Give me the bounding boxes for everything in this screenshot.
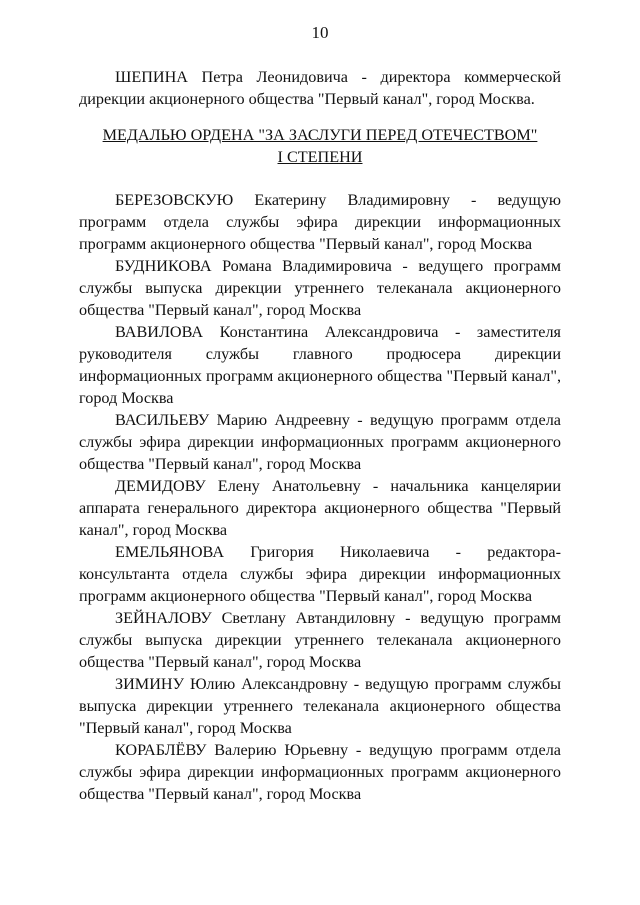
awardee-paragraph: ЕМЕЛЬЯНОВА Григория Николаевича - редактора-консультанта отдела службы эфира дирекции информационных программ акционерного общества "Первый канал", город Москва <box>79 543 561 605</box>
page-number: 10 <box>311 23 329 42</box>
awardee-paragraph: КОРАБЛЁВУ Валерию Юрьевну - ведущую программ отдела службы эфира дирекции информационных программ акционерного общества "Первый канал", город Москва <box>79 741 561 803</box>
awardee-paragraph: ВАСИЛЬЕВУ Марию Андреевну - ведущую программ отдела службы эфира дирекции информационных программ акционерного общества "Первый канал", город Москва <box>79 411 561 473</box>
awardee-paragraph: ВАВИЛОВА Константина Александровича - заместителя руководителя службы главного продюсера дирекции информационных программ акционерного общества "Первый канал", город Москва <box>79 323 561 407</box>
awardee-paragraph: БЕРЕЗОВСКУЮ Екатерину Владимировну - ведущую программ отдела службы эфира дирекции информационных программ акционерного общества "Первый канал", город Москва <box>79 191 561 253</box>
document-body <box>79 66 561 805</box>
intro-paragraph: ШЕПИНА Петра Леонидовича - директора коммерческой дирекции акционерного общества "Первый канал", город Москва. <box>79 68 561 108</box>
awardee-paragraph: БУДНИКОВА Романа Владимировича - ведущего программ службы выпуска дирекции утреннего телеканала акционерного общества "Первый канал", город Москва <box>79 257 561 319</box>
section-heading-line-2: I СТЕПЕНИ <box>277 148 363 166</box>
awardee-paragraph: ЗИМИНУ Юлию Александровну - ведущую программ службы выпуска дирекции утреннего телеканала акционерного общества "Первый канал", город Москва <box>79 675 561 737</box>
awardee-list <box>79 189 561 805</box>
section-heading-line-1: МЕДАЛЬЮ ОРДЕНА "ЗА ЗАСЛУГИ ПЕРЕД ОТЕЧЕСТВОМ" <box>102 126 538 144</box>
awardee-paragraph: ДЕМИДОВУ Елену Анатольевну - начальника канцелярии аппарата генерального директора акционерного общества "Первый канал", город Москва <box>79 477 561 539</box>
section-heading <box>79 124 561 168</box>
awardee-paragraph: ЗЕЙНАЛОВУ Светлану Автандиловну - ведущую программ службы выпуска дирекции утреннего телеканала акционерного общества "Первый канал", город Москва <box>79 609 561 671</box>
